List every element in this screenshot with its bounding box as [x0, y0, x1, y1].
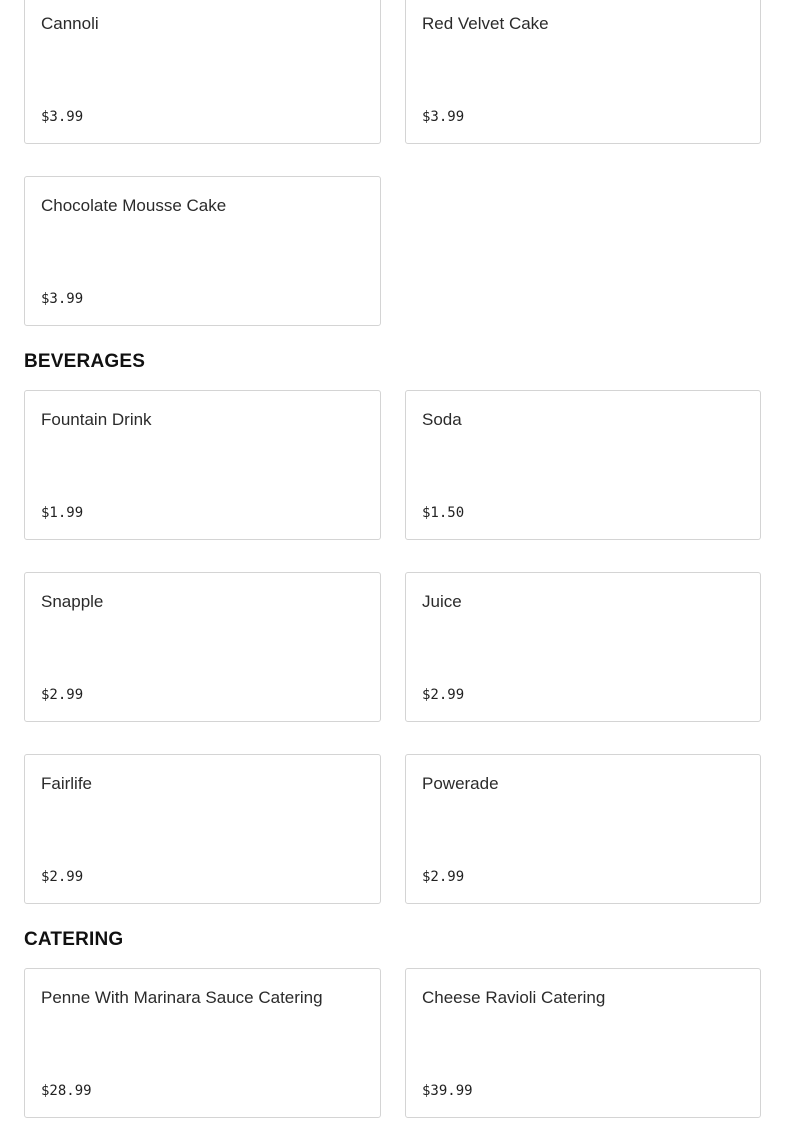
menu-item-price: $3.99 — [41, 291, 84, 307]
menu-item-name: Cannoli — [41, 14, 99, 33]
menu-item-name: Soda — [422, 410, 462, 429]
menu-item-card[interactable] — [405, 0, 761, 144]
menu-item-price: $28.99 — [41, 1083, 92, 1099]
menu-item-card[interactable] — [24, 390, 381, 540]
menu-item-card[interactable] — [24, 572, 381, 722]
menu-item-price: $2.99 — [41, 687, 84, 703]
menu-item-name: Fairlife — [41, 774, 93, 793]
menu-item-name: Juice — [422, 592, 462, 611]
menu-item-price: $2.99 — [422, 869, 465, 885]
beverages-grid — [24, 390, 761, 904]
desserts-grid — [24, 0, 761, 326]
section-title-catering: CATERING — [24, 929, 124, 950]
menu-item-price: $3.99 — [422, 109, 465, 125]
menu-item-card[interactable] — [24, 176, 381, 326]
menu-item-name: Fountain Drink — [41, 410, 152, 429]
menu-item-name: Powerade — [422, 774, 499, 793]
menu-item-price: $1.99 — [41, 505, 84, 521]
menu-item-card[interactable] — [405, 968, 761, 1118]
menu-item-price: $3.99 — [41, 109, 84, 125]
menu-item-name: Snapple — [41, 592, 104, 611]
menu-item-price: $1.50 — [422, 505, 465, 521]
menu-item-name: Chocolate Mousse Cake — [41, 196, 227, 215]
menu-item-card[interactable] — [24, 0, 381, 144]
menu-item-price: $39.99 — [422, 1083, 473, 1099]
menu-item-card[interactable] — [405, 754, 761, 904]
menu-item-card[interactable] — [405, 572, 761, 722]
menu-page — [24, 0, 761, 1118]
menu-item-price: $2.99 — [422, 687, 465, 703]
menu-item-card[interactable] — [24, 754, 381, 904]
menu-item-name: Red Velvet Cake — [422, 14, 549, 33]
menu-item-name: Cheese Ravioli Catering — [422, 988, 606, 1007]
menu-item-card[interactable] — [24, 968, 381, 1118]
menu-item-name: Penne With Marinara Sauce Catering — [41, 988, 323, 1007]
section-title-beverages: BEVERAGES — [24, 351, 146, 372]
catering-grid — [24, 968, 761, 1118]
menu-item-card[interactable] — [405, 390, 761, 540]
menu-item-price: $2.99 — [41, 869, 84, 885]
